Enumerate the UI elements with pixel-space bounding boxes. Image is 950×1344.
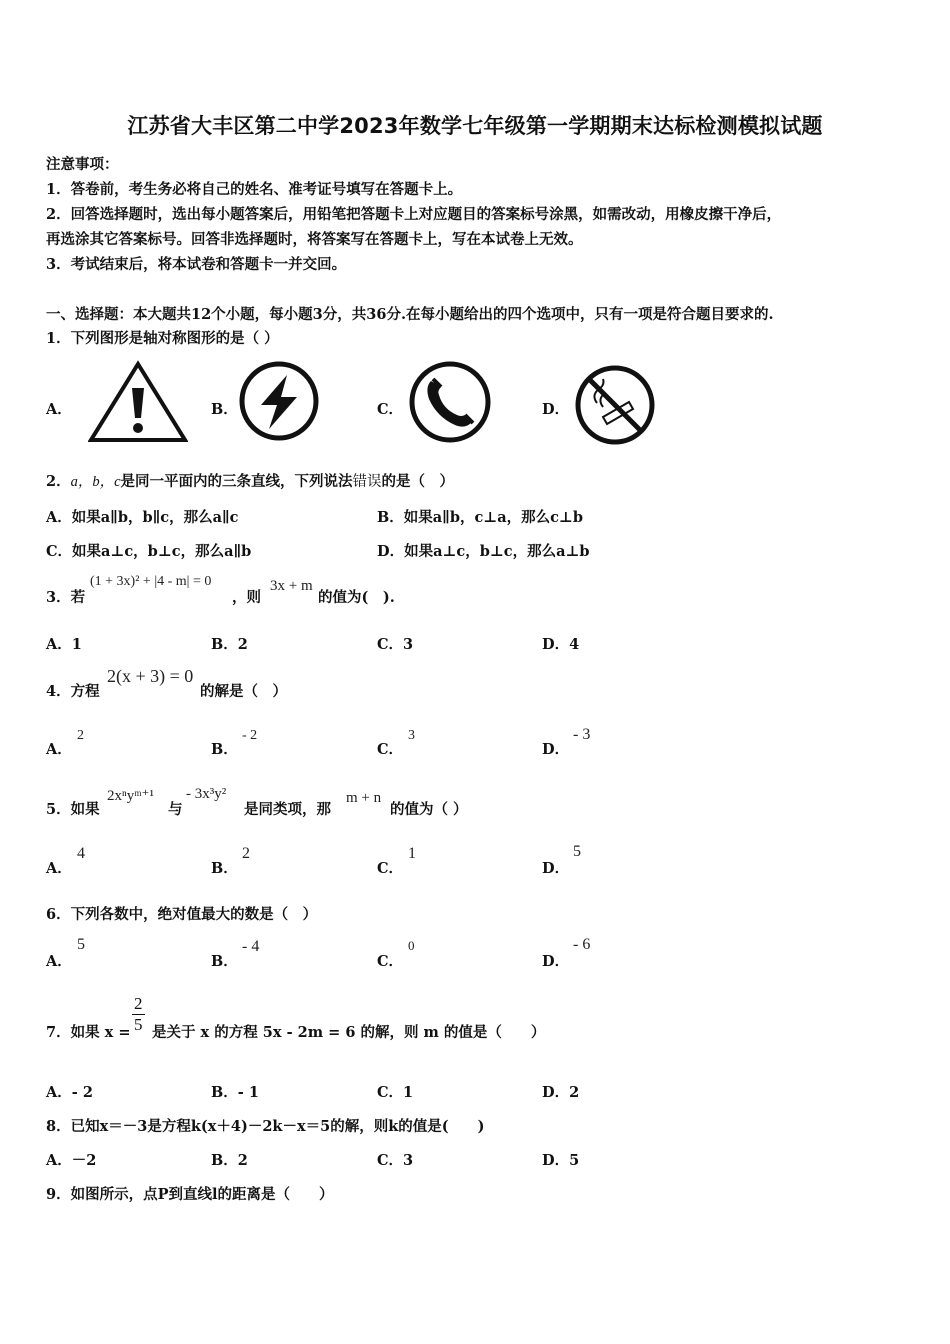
phone-icon xyxy=(407,359,493,445)
no-smoking-icon xyxy=(573,363,657,447)
q2-option-a: A．如果a∥b，b∥c，那么a∥c xyxy=(46,509,239,526)
q5-label-c: C． xyxy=(377,860,404,877)
q5-value-c: 1 xyxy=(408,845,416,862)
q7-option-a: A．- 2 xyxy=(46,1084,93,1101)
q4-value-d: - 3 xyxy=(573,726,591,743)
q5-expr1: 2xⁿyᵐ⁺¹ xyxy=(107,788,154,804)
q6-label-d: D． xyxy=(542,953,570,970)
q8-stem: 8．已知x＝－3是方程k(x＋4)－2k－x＝5的解，则k的值是( ) xyxy=(46,1118,485,1135)
q3-option-d: D．4 xyxy=(542,636,580,653)
q2-stem-end: 的是（ ） xyxy=(381,473,455,490)
q7-fraction-denominator: 5 xyxy=(134,1015,143,1034)
q1-label-d: D． xyxy=(542,401,570,418)
q4-value-c: 3 xyxy=(408,728,415,743)
page-title: 江苏省大丰区第二中学2023年数学七年级第一学期期末达标检测模拟试题 xyxy=(127,114,823,138)
q3-expr: (1 + 3x)² + |4 - m| = 0 xyxy=(90,574,212,589)
q4-post: 的解是（ ） xyxy=(200,683,287,700)
lightning-icon xyxy=(237,359,321,443)
q2-stem-vars: a，b，c xyxy=(70,474,121,490)
section-heading: 一、选择题：本大题共12个小题，每小题3分，共36分.在每小题给出的四个选项中，只有一项是符合题目要求的. xyxy=(46,306,774,323)
q4-value-b: - 2 xyxy=(242,728,258,743)
q6-value-d: - 6 xyxy=(573,936,591,953)
q3-option-c: C．3 xyxy=(377,636,414,653)
q2-stem-emphasis: 错误 xyxy=(352,474,382,490)
q5-pre: 5．如果 xyxy=(46,801,100,818)
q1-label-a: A． xyxy=(46,401,72,418)
q5-expr3: m + n xyxy=(346,790,382,806)
q2-option-c: C．如果a⊥c，b⊥c，那么a∥b xyxy=(46,543,252,560)
q6-value-b: - 4 xyxy=(242,938,260,955)
q2-stem-number: 2． xyxy=(46,473,71,490)
q5-label-d: D． xyxy=(542,860,570,877)
q5-post1: 是同类项，那 xyxy=(244,801,331,818)
q4-label-c: C． xyxy=(377,741,404,758)
q4-pre: 4．方程 xyxy=(46,683,100,700)
q6-value-c: 0 xyxy=(408,938,415,953)
q6-label-b: B． xyxy=(211,953,238,970)
q4-label-d: D． xyxy=(542,741,570,758)
q2-stem-text: 是同一平面内的三条直线，下列说法 xyxy=(120,473,353,490)
q3-expr2: 3x + m xyxy=(270,578,313,594)
warning-triangle-icon xyxy=(88,360,188,444)
q8-option-b: B．2 xyxy=(211,1152,248,1169)
q8-option-c: C．3 xyxy=(377,1152,414,1169)
q5-label-a: A． xyxy=(46,860,72,877)
q5-post2: 的值为（ ） xyxy=(390,801,468,818)
q7-post: 是关于 x 的方程 5x - 2m = 6 的解，则 m 的值是（ ） xyxy=(152,1024,546,1041)
q2-stem xyxy=(46,470,454,491)
notes-item-1: 1．答卷前，考生务必将自己的姓名、准考证号填写在答题卡上。 xyxy=(46,181,463,198)
q6-label-c: C． xyxy=(377,953,404,970)
q2-option-b: B．如果a∥b，c⊥a，那么c⊥b xyxy=(377,509,583,526)
q7-fraction xyxy=(132,994,145,1035)
q6-value-a: 5 xyxy=(77,936,85,953)
q8-option-a: A．－2 xyxy=(46,1152,97,1169)
q7-option-c: C．1 xyxy=(377,1084,414,1101)
q6-label-a: A． xyxy=(46,953,72,970)
q3-pre: 3．若 xyxy=(46,589,86,606)
q6-stem: 6．下列各数中，绝对值最大的数是（ ） xyxy=(46,906,318,923)
notes-item-3: 3．考试结束后，将本试卷和答题卡一并交回。 xyxy=(46,256,347,273)
q9-stem: 9．如图所示，点P到直线l的距离是（ ） xyxy=(46,1186,334,1203)
q3-post: 的值为( ). xyxy=(318,589,395,606)
q5-expr2: - 3x³y² xyxy=(186,786,227,802)
q4-expr: 2(x + 3) = 0 xyxy=(107,666,194,686)
q7-option-d: D．2 xyxy=(542,1084,580,1101)
q4-value-a: 2 xyxy=(77,728,84,743)
q1-stem: 1．下列图形是轴对称图形的是（ ） xyxy=(46,330,279,347)
q7-fraction-numerator: 2 xyxy=(134,994,143,1013)
q8-option-d: D．5 xyxy=(542,1152,580,1169)
notes-item-2a: 2．回答选择题时，选出每小题答案后，用铅笔把答题卡上对应题目的答案标号涂黑，如需改动，用橡皮擦干净后， xyxy=(46,206,782,223)
q5-value-a: 4 xyxy=(77,845,85,862)
q7-option-b: B．- 1 xyxy=(211,1084,259,1101)
q3-mid: ，则 xyxy=(232,589,261,606)
q5-value-b: 2 xyxy=(242,845,250,862)
notes-heading: 注意事项： xyxy=(46,156,119,173)
q5-value-d: 5 xyxy=(573,843,581,860)
q3-option-a: A．1 xyxy=(46,636,82,653)
q7-pre: 7．如果 x = xyxy=(46,1024,131,1041)
q4-label-a: A． xyxy=(46,741,72,758)
q2-option-d: D．如果a⊥c，b⊥c，那么a⊥b xyxy=(377,543,590,560)
q1-label-b: B． xyxy=(211,401,238,418)
q4-label-b: B． xyxy=(211,741,238,758)
q5-label-b: B． xyxy=(211,860,238,877)
q1-label-c: C． xyxy=(377,401,404,418)
q5-mid: 与 xyxy=(168,801,183,818)
q3-option-b: B．2 xyxy=(211,636,248,653)
notes-item-2b: 再选涂其它答案标号。回答非选择题时，将答案写在答题卡上，写在本试卷上无效。 xyxy=(46,231,583,248)
